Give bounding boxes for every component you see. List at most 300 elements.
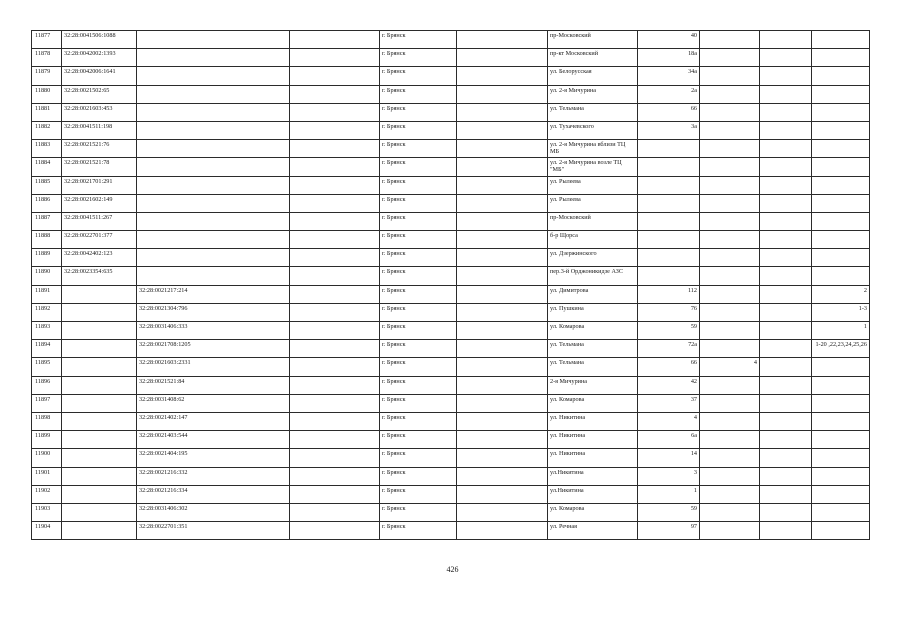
cell-row-number: 11889 [32,249,62,267]
cell-empty [760,85,812,103]
cell-row-number: 11881 [32,103,62,121]
table-row [32,67,870,85]
table-row [32,85,870,103]
cell-building [700,85,760,103]
cell-city: г. Брянск [380,449,457,467]
cell-street: ул. Тухачевского [548,121,638,139]
cell-row-number: 11892 [32,303,62,321]
cell-cadastral-number [62,431,137,449]
cell-cadastral-number-alt [137,85,290,103]
cell-empty [760,522,812,540]
cell-empty [760,158,812,176]
table-row [32,249,870,267]
cell-cadastral-number-alt: 32:28:0031406:333 [137,322,290,340]
cell-cadastral-number-alt [137,212,290,230]
cell-city: г. Брянск [380,140,457,158]
cell-empty [457,358,548,376]
cell-row-number: 11880 [32,85,62,103]
cell-street: ул.Никитина [548,467,638,485]
cell-cadastral-number-alt: 32:28:0031406:302 [137,503,290,521]
cell-city: г. Брянск [380,231,457,249]
cell-street: ул. Комарова [548,503,638,521]
cell-building [700,49,760,67]
cell-building [700,231,760,249]
cell-city: г. Брянск [380,376,457,394]
cell-premises [812,231,870,249]
cell-street: ул. Речная [548,522,638,540]
cell-cadastral-number: 32:28:0041511:267 [62,212,137,230]
cell-street: ул. 2-я Мичурина вблизи ТЦ МБ [548,140,638,158]
cell-street: 2-я Мичурина [548,376,638,394]
cell-house-number [638,212,700,230]
cell-empty [290,158,380,176]
cell-premises: 2 [812,285,870,303]
cell-building [700,285,760,303]
cell-city: г. Брянск [380,467,457,485]
cell-premises [812,121,870,139]
cell-premises [812,412,870,430]
cell-empty [290,140,380,158]
cell-building [700,103,760,121]
cell-premises [812,31,870,49]
cell-empty [760,67,812,85]
cell-empty [760,249,812,267]
cell-city: г. Брянск [380,31,457,49]
cell-premises [812,176,870,194]
cell-empty [290,394,380,412]
cell-empty [760,267,812,285]
cell-empty [457,49,548,67]
cell-row-number: 11900 [32,449,62,467]
cell-house-number: 18а [638,49,700,67]
cell-cadastral-number-alt: 32:28:0021404:195 [137,449,290,467]
cell-row-number: 11888 [32,231,62,249]
cell-house-number [638,231,700,249]
cell-empty [290,49,380,67]
cell-cadastral-number-alt: 32:28:0021708:1205 [137,340,290,358]
cell-empty [760,103,812,121]
cell-cadastral-number-alt: 32:28:0021217:214 [137,285,290,303]
cell-empty [290,412,380,430]
cell-house-number [638,158,700,176]
cell-house-number [638,249,700,267]
cell-house-number [638,194,700,212]
cell-city: г. Брянск [380,485,457,503]
cell-empty [290,267,380,285]
cell-row-number: 11886 [32,194,62,212]
cell-empty [760,503,812,521]
cell-city: г. Брянск [380,121,457,139]
cell-house-number: 1 [638,485,700,503]
cell-empty [457,503,548,521]
table-row [32,140,870,158]
cell-row-number: 11885 [32,176,62,194]
cell-cadastral-number [62,322,137,340]
cell-street: ул. Никитина [548,431,638,449]
cell-building [700,31,760,49]
cell-house-number: 72а [638,340,700,358]
cell-row-number: 11884 [32,158,62,176]
cell-empty [290,212,380,230]
cell-building [700,467,760,485]
cell-street: ул. Рылеева [548,176,638,194]
cell-empty [290,85,380,103]
cell-house-number: 4 [638,412,700,430]
cell-building [700,194,760,212]
cell-cadastral-number-alt: 32:28:0021216:334 [137,485,290,503]
cell-empty [457,285,548,303]
cell-empty [457,31,548,49]
cell-city: г. Брянск [380,285,457,303]
cell-empty [290,303,380,321]
cell-city: г. Брянск [380,503,457,521]
table-row [32,431,870,449]
cell-premises [812,449,870,467]
cell-house-number: 14 [638,449,700,467]
cell-premises [812,140,870,158]
cell-premises: 1-3 [812,303,870,321]
cell-building [700,249,760,267]
cell-empty [760,176,812,194]
table-row [32,49,870,67]
cell-house-number [638,267,700,285]
cell-empty [457,140,548,158]
cell-street: ул. 2-я Мичурина [548,85,638,103]
cell-cadastral-number-alt [137,194,290,212]
cell-empty [457,212,548,230]
cell-empty [290,194,380,212]
cell-city: г. Брянск [380,49,457,67]
cell-empty [457,467,548,485]
cell-street: пр-Московский [548,212,638,230]
table-row [32,394,870,412]
cell-empty [760,322,812,340]
cell-empty [457,194,548,212]
cell-empty [457,485,548,503]
cell-cadastral-number: 32:28:0041506:1088 [62,31,137,49]
cell-premises [812,267,870,285]
cell-house-number [638,140,700,158]
cell-street: ул. Рылеева [548,194,638,212]
table-row [32,467,870,485]
cell-empty [457,85,548,103]
cell-cadastral-number: 32:28:0021602:149 [62,194,137,212]
cell-building [700,322,760,340]
cell-house-number: 6а [638,431,700,449]
cell-cadastral-number: 32:28:0042402:123 [62,249,137,267]
cell-street: ул. Тельмана [548,340,638,358]
cell-cadastral-number-alt: 32:28:0021304:796 [137,303,290,321]
cell-cadastral-number: 32:28:0021502:65 [62,85,137,103]
cell-empty [760,485,812,503]
cell-house-number: 59 [638,503,700,521]
cell-empty [290,467,380,485]
cell-building [700,485,760,503]
cell-premises [812,376,870,394]
cell-building [700,303,760,321]
cell-cadastral-number [62,376,137,394]
table-row [32,212,870,230]
cell-premises [812,85,870,103]
cell-empty [760,231,812,249]
cell-empty [760,140,812,158]
cell-city: г. Брянск [380,358,457,376]
cell-premises [812,158,870,176]
cell-building [700,158,760,176]
cell-house-number: 40 [638,31,700,49]
cell-empty [760,303,812,321]
cell-cadastral-number: 32:28:0042002:1393 [62,49,137,67]
cell-premises: 1 [812,322,870,340]
cell-building [700,503,760,521]
cell-empty [457,121,548,139]
cell-city: г. Брянск [380,212,457,230]
cell-building [700,121,760,139]
cell-empty [760,285,812,303]
cell-cadastral-number-alt: 32:28:0021521:84 [137,376,290,394]
cell-premises [812,358,870,376]
cell-empty [290,231,380,249]
cell-street: ул. Тельмана [548,358,638,376]
cell-premises [812,212,870,230]
cell-empty [290,121,380,139]
cell-street: б-р Щорса [548,231,638,249]
cell-empty [760,194,812,212]
cell-premises [812,485,870,503]
table-row [32,322,870,340]
cell-cadastral-number: 32:28:0042006:1641 [62,67,137,85]
cell-cadastral-number: 32:28:0021603:453 [62,103,137,121]
cell-cadastral-number [62,485,137,503]
cell-street: ул. Дзержинского [548,249,638,267]
cell-row-number: 11890 [32,267,62,285]
cell-city: г. Брянск [380,67,457,85]
cell-empty [760,31,812,49]
cell-house-number: 112 [638,285,700,303]
cell-row-number: 11895 [32,358,62,376]
cell-building [700,212,760,230]
cell-empty [760,49,812,67]
cell-cadastral-number-alt [137,158,290,176]
cell-building [700,340,760,358]
cell-premises [812,394,870,412]
cell-house-number: 66 [638,103,700,121]
cell-cadastral-number [62,394,137,412]
cell-cadastral-number-alt: 32:28:0021603:2331 [137,358,290,376]
cell-building [700,449,760,467]
table-row [32,158,870,176]
cell-empty [290,67,380,85]
cell-empty [457,158,548,176]
cell-empty [457,249,548,267]
cell-row-number: 11897 [32,394,62,412]
cell-empty [760,431,812,449]
cell-premises [812,467,870,485]
cell-empty [457,394,548,412]
cell-premises [812,194,870,212]
cell-house-number [638,176,700,194]
cell-house-number: 76 [638,303,700,321]
cell-city: г. Брянск [380,412,457,430]
cell-empty [760,467,812,485]
cell-city: г. Брянск [380,249,457,267]
cell-row-number: 11877 [32,31,62,49]
table-row [32,103,870,121]
cell-city: г. Брянск [380,431,457,449]
cell-city: г. Брянск [380,103,457,121]
cell-premises [812,49,870,67]
cell-row-number: 11883 [32,140,62,158]
cell-empty [290,285,380,303]
table-row [32,340,870,358]
cell-empty [457,303,548,321]
cell-empty [457,431,548,449]
cell-city: г. Брянск [380,340,457,358]
cell-cadastral-number [62,303,137,321]
cell-premises [812,67,870,85]
cell-empty [290,103,380,121]
cell-empty [290,522,380,540]
cell-building [700,522,760,540]
cell-premises [812,503,870,521]
cell-street: ул. Никитина [548,412,638,430]
table-row [32,231,870,249]
cell-building: 4 [700,358,760,376]
cell-row-number: 11899 [32,431,62,449]
cell-row-number: 11879 [32,67,62,85]
cell-empty [290,485,380,503]
cell-street: ул.Никитина [548,485,638,503]
cell-cadastral-number: 32:28:0041511:198 [62,121,137,139]
cell-row-number: 11904 [32,522,62,540]
cell-cadastral-number-alt [137,176,290,194]
cell-cadastral-number-alt: 32:28:0021403:544 [137,431,290,449]
cell-street: пр-кт Московский [548,49,638,67]
cell-house-number: 3 [638,467,700,485]
cell-empty [457,267,548,285]
cell-cadastral-number [62,412,137,430]
cell-row-number: 11901 [32,467,62,485]
cell-city: г. Брянск [380,267,457,285]
registry-table [31,30,870,540]
cell-empty [457,67,548,85]
cell-cadastral-number [62,340,137,358]
cell-house-number: 2а [638,85,700,103]
cell-house-number: 66 [638,358,700,376]
table-row [32,285,870,303]
cell-empty [457,522,548,540]
cell-street: ул. Комарова [548,394,638,412]
cell-street: ул. Комарова [548,322,638,340]
cell-city: г. Брянск [380,522,457,540]
cell-cadastral-number-alt: 32:28:0022701:351 [137,522,290,540]
cell-city: г. Брянск [380,394,457,412]
cell-row-number: 11878 [32,49,62,67]
cell-city: г. Брянск [380,158,457,176]
cell-row-number: 11894 [32,340,62,358]
cell-building [700,394,760,412]
cell-empty [457,376,548,394]
cell-house-number: 3а [638,121,700,139]
cell-building [700,412,760,430]
cell-cadastral-number-alt [137,103,290,121]
table-row [32,267,870,285]
cell-cadastral-number-alt: 32:28:0021402:147 [137,412,290,430]
cell-empty [760,376,812,394]
cell-empty [290,322,380,340]
cell-cadastral-number [62,358,137,376]
cell-city: г. Брянск [380,194,457,212]
cell-row-number: 11898 [32,412,62,430]
cell-cadastral-number-alt: 32:28:0031408:62 [137,394,290,412]
cell-row-number: 11902 [32,485,62,503]
table-row [32,358,870,376]
cell-cadastral-number-alt [137,249,290,267]
table-row [32,522,870,540]
cell-cadastral-number: 32:28:0021521:76 [62,140,137,158]
cell-empty [290,449,380,467]
cell-empty [760,358,812,376]
cell-row-number: 11893 [32,322,62,340]
cell-empty [760,121,812,139]
cell-cadastral-number: 32:28:0022701:377 [62,231,137,249]
table-row [32,121,870,139]
table-row [32,303,870,321]
cell-street: ул. Димитрова [548,285,638,303]
cell-cadastral-number-alt [137,140,290,158]
page-number: 426 [446,565,459,574]
cell-cadastral-number: 32:28:0021701:291 [62,176,137,194]
cell-cadastral-number: 32:28:0021521:78 [62,158,137,176]
cell-cadastral-number-alt [137,31,290,49]
cell-cadastral-number-alt [137,49,290,67]
cell-house-number: 34а [638,67,700,85]
table-row [32,485,870,503]
cell-premises [812,522,870,540]
cell-building [700,267,760,285]
cell-row-number: 11887 [32,212,62,230]
cell-street: ул. Пушкина [548,303,638,321]
cell-empty [290,31,380,49]
cell-empty [457,449,548,467]
cell-empty [457,340,548,358]
table-row [32,449,870,467]
cell-building [700,176,760,194]
cell-cadastral-number [62,467,137,485]
cell-street: ул. Тельмана [548,103,638,121]
cell-row-number: 11891 [32,285,62,303]
cell-house-number: 42 [638,376,700,394]
table-row [32,176,870,194]
cell-building [700,67,760,85]
cell-empty [760,412,812,430]
cell-empty [760,394,812,412]
cell-empty [290,176,380,194]
cell-empty [290,431,380,449]
cell-house-number: 97 [638,522,700,540]
cell-empty [760,340,812,358]
cell-street: ул. Никитина [548,449,638,467]
cell-cadastral-number-alt: 32:28:0021216:332 [137,467,290,485]
cell-premises: 1-20 ,22,23,24,25,26 [812,340,870,358]
cell-empty [457,231,548,249]
cell-street: пер.3-й Орджоникидзе АЗС [548,267,638,285]
cell-empty [290,376,380,394]
table-row [32,376,870,394]
cell-empty [457,176,548,194]
cell-street: ул. Белорусская [548,67,638,85]
cell-street: пр-Московский [548,31,638,49]
